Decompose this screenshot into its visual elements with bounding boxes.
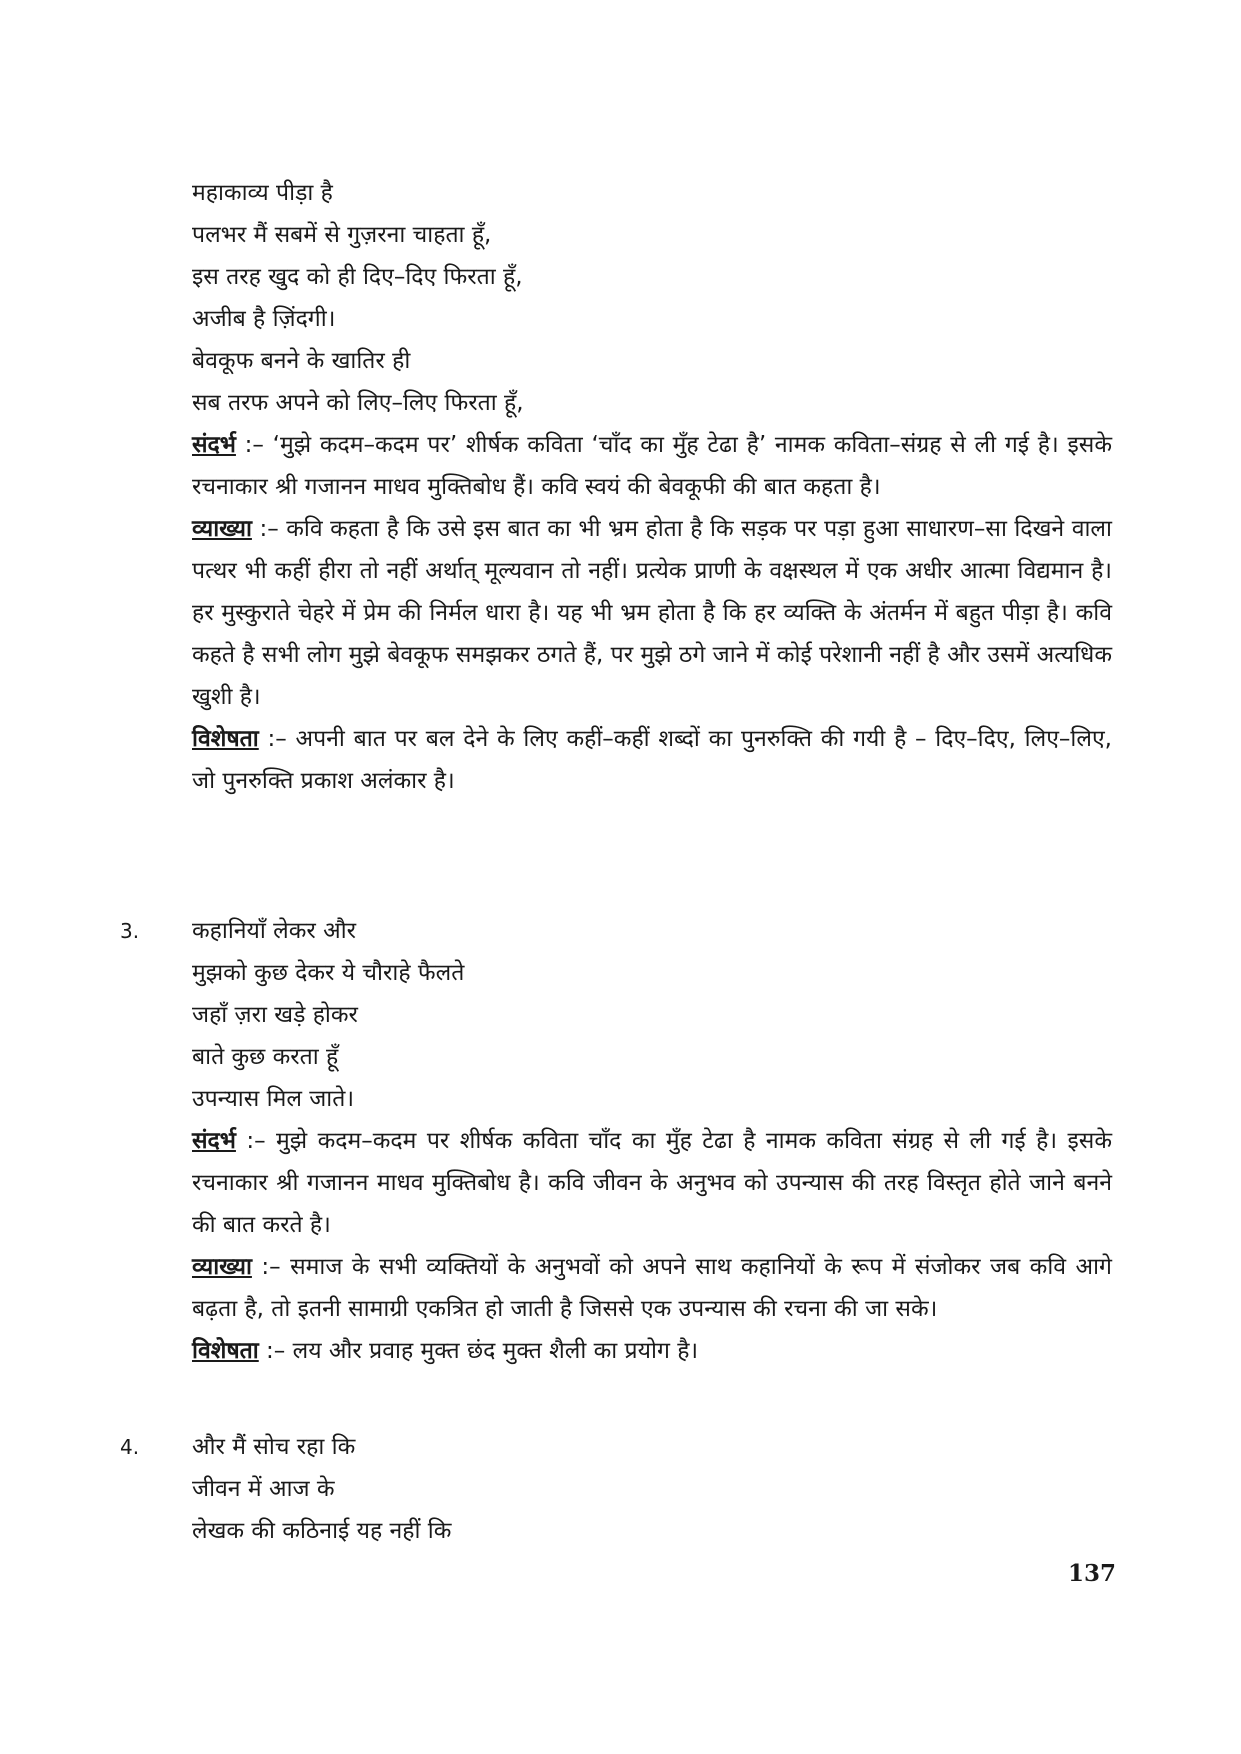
context-label: संदर्भ xyxy=(192,1128,236,1154)
poem-line: जहाँ ज़रा खड़े होकर xyxy=(192,1002,358,1028)
poem-line: महाकाव्य पीड़ा है xyxy=(192,180,333,206)
section-4 xyxy=(192,1426,1112,1552)
explanation-paragraph xyxy=(192,1246,1112,1330)
context-text: :– ‘मुझे कदम–कदम पर’ शीर्षक कविता ‘चाँद का मुँह टेढा है’ नामक कविता–संग्रह से ली गई है। इसके रचनाकार श्री गजानन माधव मुक्तिबोध हैं। कवि स्वयं की बेवकूफी की बात कहता है। xyxy=(192,432,1112,500)
section-number: 3. xyxy=(120,919,140,943)
context-text: :– मुझे कदम–कदम पर शीर्षक कविता चाँद का मुँह टेढा है नामक कविता संग्रह से ली गई है। इसके रचनाकार श्री गजानन माधव मुक्तिबोध है। कवि जीवन के अनुभव को उपन्यास की तरह विस्तृत होते जाने बनने की बात करते है। xyxy=(192,1128,1112,1238)
section-2 xyxy=(192,172,1112,802)
page-number: 137 xyxy=(1068,1560,1117,1587)
poem-line: और मैं सोच रहा कि xyxy=(192,1434,356,1460)
explanation-label: व्याख्या xyxy=(192,1254,252,1280)
explanation-text: :– समाज के सभी व्यक्तियों के अनुभवों को अपने साथ कहानियों के रूप में संजोकर जब कवि आगे बढ़ता है, तो इतनी सामाग्री एकत्रित हो जाती है जिससे एक उपन्यास की रचना की जा सके। xyxy=(192,1254,1112,1322)
feature-label: विशेषता xyxy=(192,1338,259,1364)
feature-text: :– अपनी बात पर बल देने के लिए कहीं–कहीं शब्दों का पुनरुक्ति की गयी है – दिए–दिए, लिए–लिए, जो पुनरुक्ति प्रकाश अलंकार है। xyxy=(192,726,1112,794)
poem-line: लेखक की कठिनाई यह नहीं कि xyxy=(192,1518,452,1544)
explanation-label: व्याख्या xyxy=(192,516,252,542)
explanation-paragraph xyxy=(192,508,1112,718)
feature-label: विशेषता xyxy=(192,726,259,752)
explanation-text: :– कवि कहता है कि उसे इस बात का भी भ्रम होता है कि सड़क पर पड़ा हुआ साधारण–सा दिखने वाला पत्थर भी कहीं हीरा तो नहीं अर्थात् मूल्यवान तो नहीं। प्रत्येक प्राणी के वक्षस्थल में एक अधीर आत्मा विद्यमान है। हर मुस्कुराते चेहरे में प्रेम की निर्मल धारा है। यह भी भ्रम होता है कि हर व्यक्ति के अंतर्मन में बहुत पीड़ा है। कवि कहते है सभी लोग मुझे बेवकूफ समझकर ठगते हैं, पर मुझे ठगे जाने में कोई परेशानी नहीं है और उसमें अत्यधिक खुशी है। xyxy=(192,516,1112,710)
poem-line: बाते कुछ करता हूँ xyxy=(192,1044,339,1070)
poem-line: मुझको कुछ देकर ये चौराहे फैलते xyxy=(192,960,465,986)
poem-line: सब तरफ अपने को लिए–लिए फिरता हूँ, xyxy=(192,390,524,416)
feature-text: :– लय और प्रवाह मुक्त छंद मुक्त शैली का प्रयोग है। xyxy=(258,1338,699,1364)
section-3 xyxy=(192,910,1112,1372)
context-label: संदर्भ xyxy=(192,432,236,458)
poem-line: उपन्यास मिल जाते। xyxy=(192,1086,355,1112)
poem-line: पलभर मैं सबमें से गुज़रना चाहता हूँ, xyxy=(192,222,492,248)
poem-line: कहानियाँ लेकर और xyxy=(192,918,357,944)
poem-line: जीवन में आज के xyxy=(192,1476,335,1502)
context-paragraph xyxy=(192,424,1112,508)
context-paragraph xyxy=(192,1120,1112,1246)
poem-line: इस तरह खुद को ही दिए–दिए फिरता हूँ, xyxy=(192,264,523,290)
feature-paragraph xyxy=(192,718,1112,802)
poem-line: बेवकूफ बनने के खातिर ही xyxy=(192,348,411,374)
feature-paragraph xyxy=(192,1330,1112,1372)
section-number: 4. xyxy=(120,1435,140,1459)
poem-line: अजीब है ज़िंदगी। xyxy=(192,306,336,332)
